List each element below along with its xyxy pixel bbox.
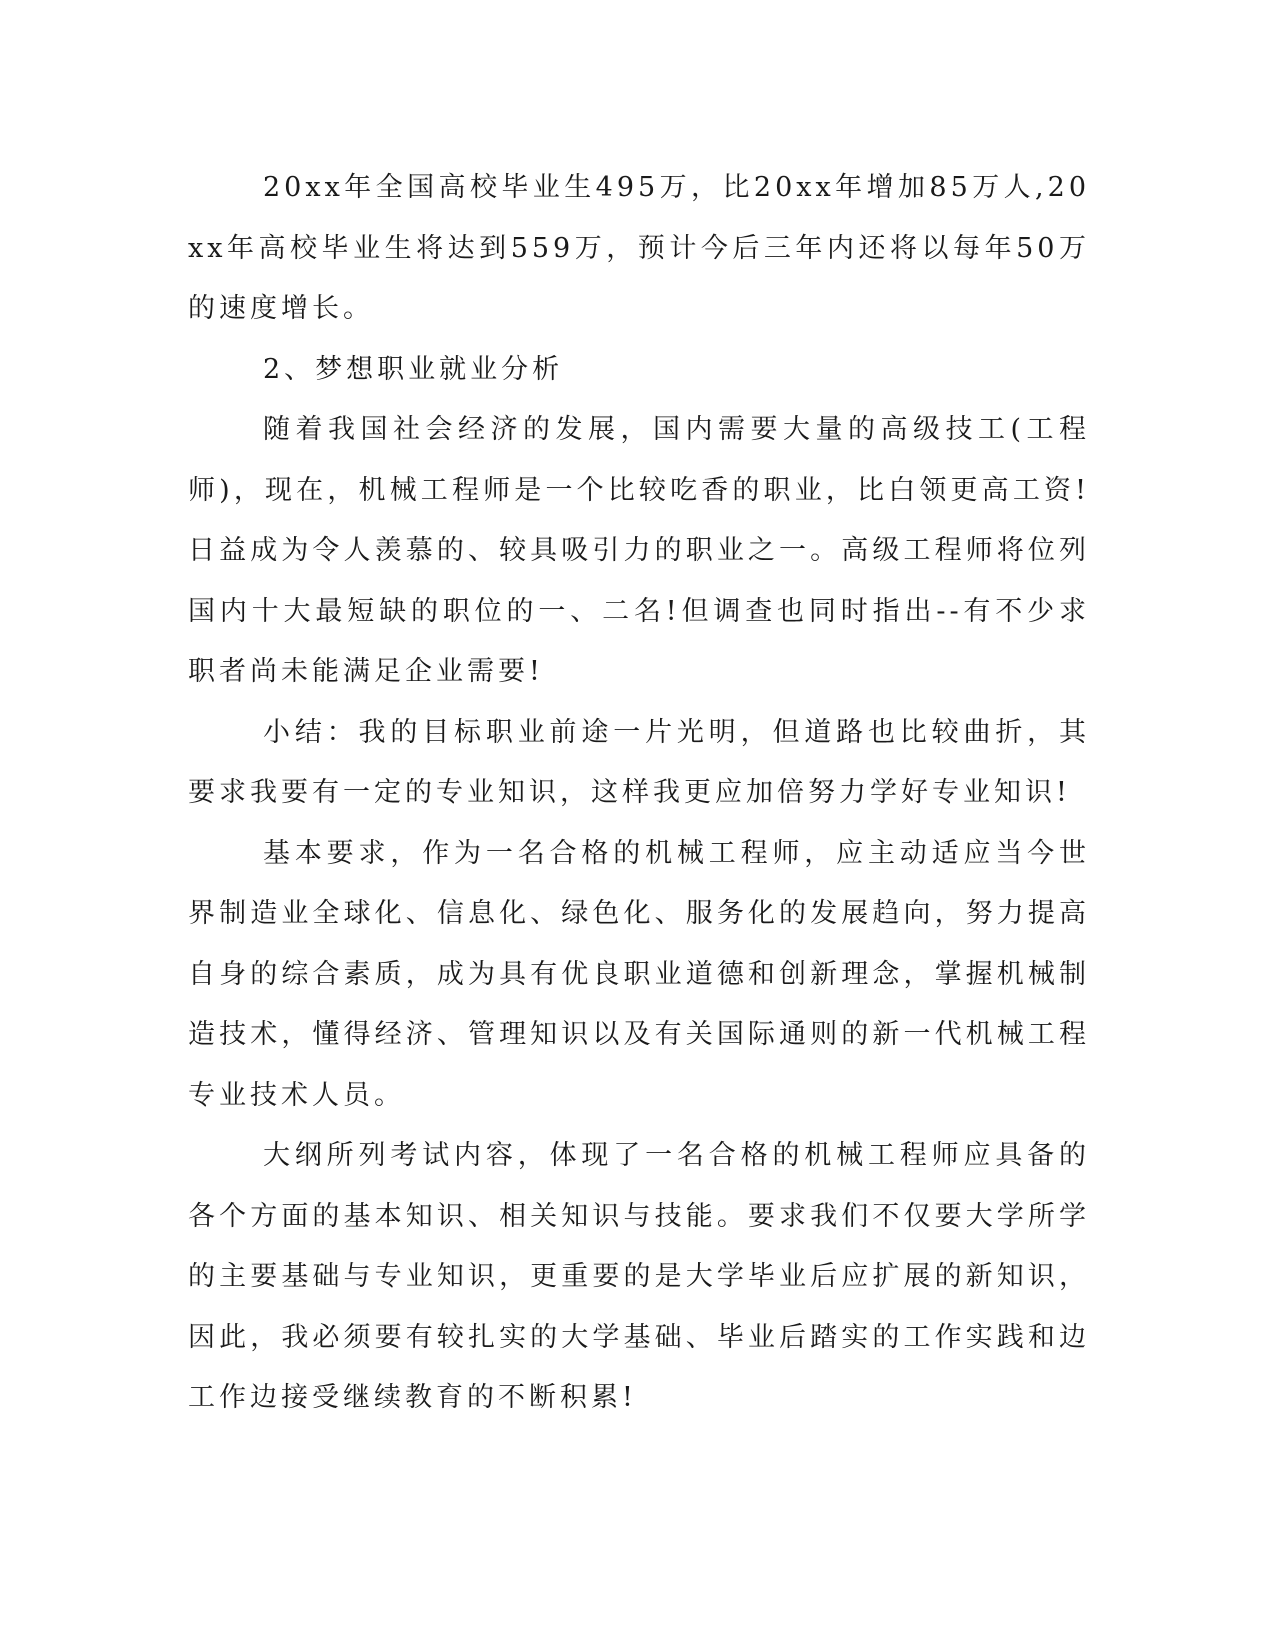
paragraph-graduate-statistics: 20xx年全国高校毕业生495万，比20xx年增加85万人,20xx年高校毕业生将达到559万，预计今后三年内还将以每年50万的速度增长。 <box>188 172 1090 324</box>
paragraph-summary: 小结：我的目标职业前途一片光明，但道路也比较曲折，其要求我要有一定的专业知识，这样我更应加倍努力学好专业知识! <box>188 716 1090 808</box>
paragraph-basic-requirements: 基本要求，作为一名合格的机械工程师，应主动适应当今世界制造业全球化、信息化、绿色化、服务化的发展趋向，努力提高自身的综合素质，成为具有优良职业道德和创新理念，掌握机械制造技术，懂得经济、管理知识以及有关国际通则的新一代机械工程专业技术人员。 <box>188 837 1090 1111</box>
document-body <box>188 158 1090 1429</box>
section-heading-dream-career: 2、梦想职业就业分析 <box>263 353 564 385</box>
paragraph-career-outlook: 随着我国社会经济的发展，国内需要大量的高级技工(工程师)，现在，机械工程师是一个比较吃香的职业，比白领更高工资!日益成为令人羡慕的、较具吸引力的职业之一。高级工程师将位列国内十大最短缺的职位的一、二名!但调查也同时指出--有不少求职者尚未能满足企业需要! <box>188 414 1090 687</box>
paragraph-exam-outline: 大纲所列考试内容，体现了一名合格的机械工程师应具备的各个方面的基本知识、相关知识与技能。要求我们不仅要大学所学的主要基础与专业知识，更重要的是大学毕业后应扩展的新知识，因此，我必须要有较扎实的大学基础、毕业后踏实的工作实践和边工作边接受继续教育的不断积累! <box>188 1140 1090 1413</box>
